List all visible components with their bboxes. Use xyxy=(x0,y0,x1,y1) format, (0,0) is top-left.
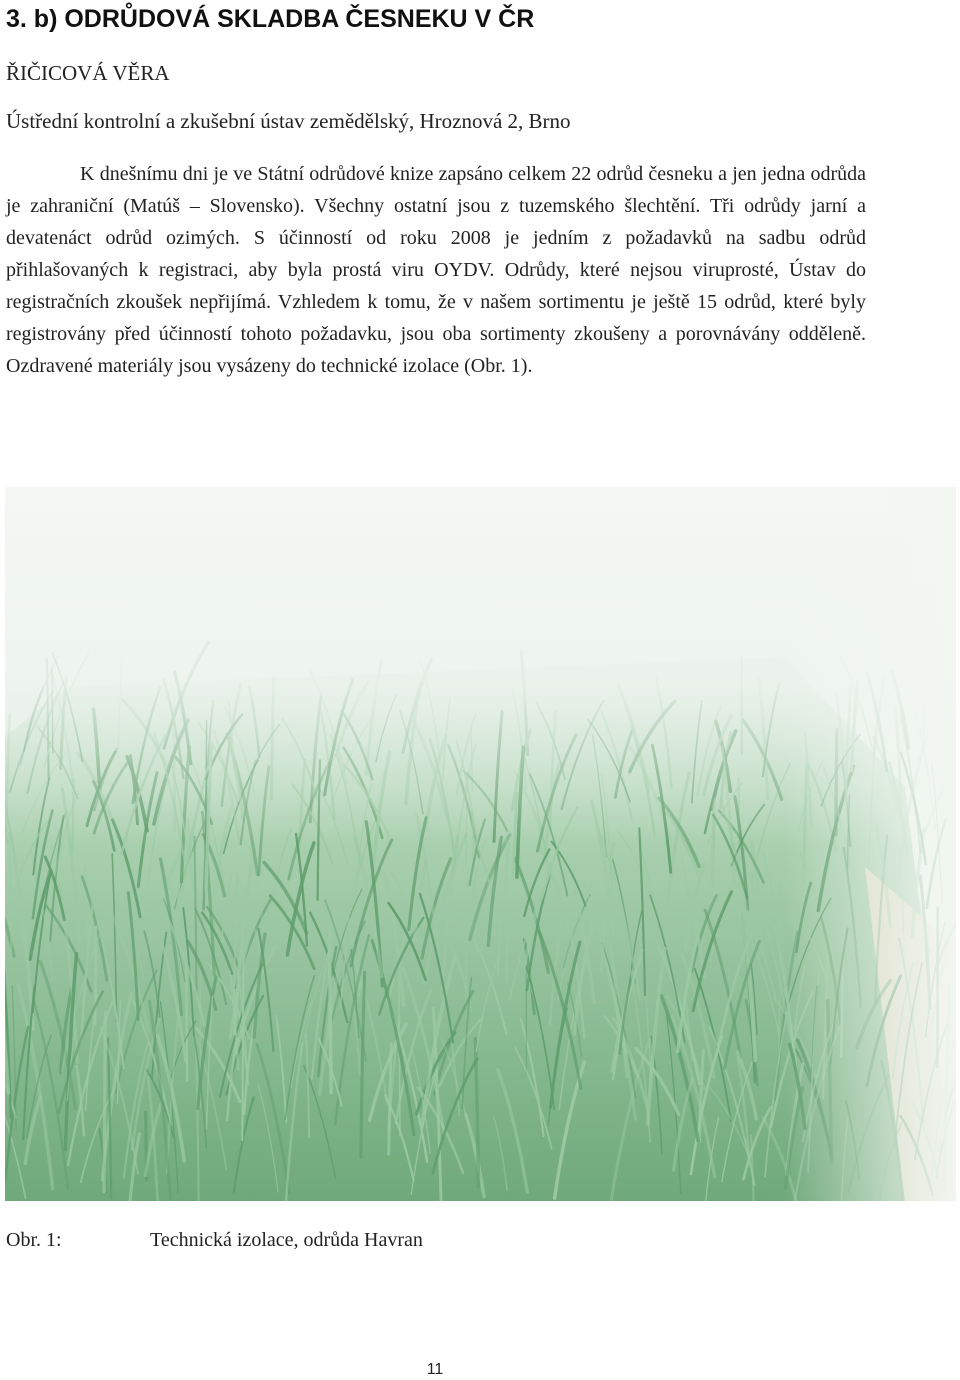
garlic-plants-image xyxy=(5,487,956,1201)
figure-caption-label: Obr. 1: xyxy=(6,1229,62,1251)
body-paragraph: K dnešnímu dni je ve Státní odrůdové knize zapsáno celkem 22 odrůd česneku a jen jedna odrůda je zahraniční (Matúš – Slovensko). Všechny ostatní jsou z tuzemského šlechtění. Tři odrůdy jarní a devatenáct odrůd ozimých. S účinností od roku 2008 je jedním z požadavků na sadbu odrůd přihlašovaných k registraci, aby byla prostá viru OYDV. Odrůdy, které nejsou viruprosté, Ústav do registračních zkoušek nepřijímá. Vzhledem k tomu, že v našem sortimentu je ještě 15 odrůd, které byly registrovány před účinností tohoto požadavku, jsou oba sortimenty zkoušeny a porovnávány odděleně. Ozdravené materiály jsou vysázeny do technické izolace (Obr. 1). xyxy=(6,163,866,377)
page-number: 11 xyxy=(426,1361,444,1378)
figure-photo-garlic-isolation xyxy=(5,487,956,1201)
author-institution: Ústřední kontrolní a zkušební ústav zemědělský, Hroznová 2, Brno xyxy=(6,109,571,133)
author-name: ŘIČICOVÁ VĚRA xyxy=(6,61,170,85)
figure-caption-text: Technická izolace, odrůda Havran xyxy=(150,1229,423,1251)
section-heading: 3. b) ODRŮDOVÁ SKLADBA ČESNEKU V ČR xyxy=(6,5,535,33)
